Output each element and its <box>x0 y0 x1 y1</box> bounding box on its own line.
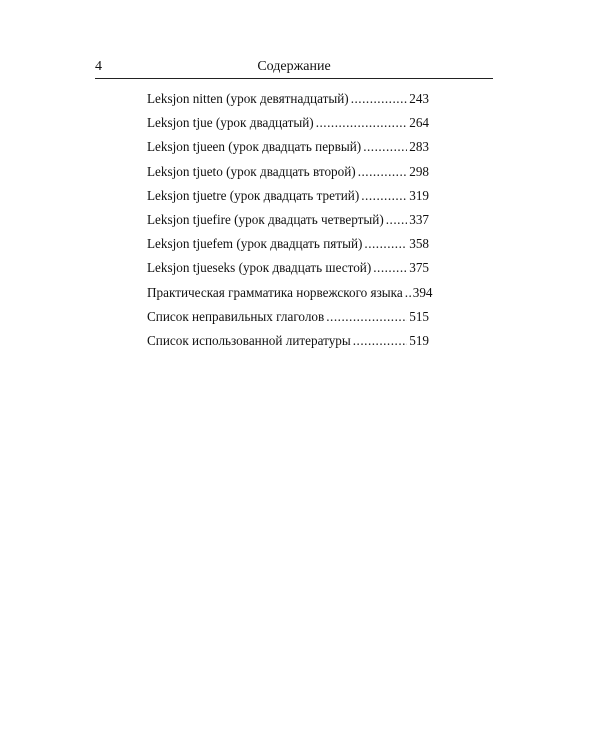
toc-entry <box>147 284 433 309</box>
toc-entry <box>147 115 429 139</box>
toc-entry-page: 337 <box>409 211 429 227</box>
toc-entry-page: 358 <box>409 236 429 252</box>
toc-entry <box>147 212 429 236</box>
toc-entry-title: Leksjon tjueen (урок двадцать первый) <box>147 139 362 155</box>
table-of-contents <box>147 91 433 357</box>
toc-entry <box>147 260 429 284</box>
toc-dot-leader <box>351 91 408 107</box>
toc-entry-page: 394 <box>412 284 433 300</box>
toc-entry-page: 283 <box>409 139 429 155</box>
toc-entry-title: Leksjon nitten (урок девятнадцатый) <box>147 91 349 106</box>
toc-dot-leader <box>363 139 407 155</box>
toc-entry <box>147 91 429 115</box>
toc-dot-leader <box>373 260 407 276</box>
toc-entry-title: Leksjon tjueto (урок двадцать второй) <box>147 163 356 179</box>
running-title: Содержание <box>257 59 331 74</box>
toc-entry <box>147 236 429 260</box>
toc-entry-page: 264 <box>409 115 429 131</box>
toc-dot-leader <box>358 164 408 180</box>
toc-entry-title: Список неправильных глаголов <box>147 308 325 324</box>
toc-entry <box>147 139 429 163</box>
toc-entry-page: 319 <box>409 187 429 203</box>
toc-entry-title: Leksjon tjuefem (урок двадцать пятый) <box>147 236 363 252</box>
toc-entry-page: 519 <box>409 332 429 348</box>
toc-dot-leader <box>316 115 408 131</box>
toc-entry <box>147 188 429 212</box>
toc-dot-leader <box>386 212 407 228</box>
toc-dot-leader <box>405 285 411 301</box>
toc-entry-page: 243 <box>409 91 429 106</box>
toc-dot-leader <box>326 309 407 325</box>
toc-entry-title: Leksjon tjue (урок двадцатый) <box>147 115 314 131</box>
toc-entry <box>147 309 429 333</box>
toc-entry-title: Список использованной литературы <box>147 332 351 348</box>
toc-dot-leader <box>364 236 407 252</box>
toc-entry-title: Leksjon tjuetre (урок двадцать третий) <box>147 187 360 203</box>
toc-entry-title: Leksjon tjueseks (урок двадцать шестой) <box>147 260 372 276</box>
toc-entry-title: Leksjon tjuefire (урок двадцать четвертый) <box>147 211 384 227</box>
toc-entry <box>147 333 429 357</box>
toc-entry-page: 375 <box>409 260 429 276</box>
page-header <box>95 58 493 79</box>
toc-dot-leader <box>353 333 407 349</box>
toc-entry-page: 298 <box>409 163 429 179</box>
toc-entry-page: 515 <box>409 308 429 324</box>
toc-dot-leader <box>361 188 407 204</box>
page-number: 4 <box>95 59 102 74</box>
toc-entry-title: Практическая грамматика норвежского языка <box>147 284 403 300</box>
toc-entry <box>147 164 429 188</box>
